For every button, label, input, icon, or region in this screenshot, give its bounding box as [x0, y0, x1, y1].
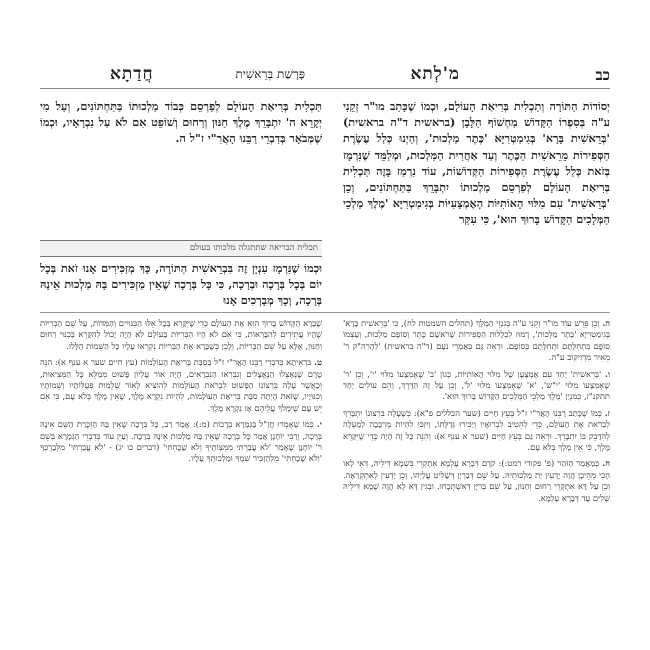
footnote-label: י. — [316, 419, 322, 430]
running-header — [40, 62, 610, 89]
section-subheading — [40, 240, 322, 257]
footnote-text: כְּמוֹ שֶׁכָּתַב רַבֵּנוּ הָאֲרִ"י ז"ל בְּעֵץ חַיִּים (שער הכללים פ"א): כְּשֶׁעָלָה בִּרְצוֹנוֹ יִתְבָּרֵךְ לִבְרֹאת אֶת הָעוֹלָם, כְּדֵי לְהֵטִיב לִבְרוּאָיו וְיַכִּירוּ גְּדֻלָּתוֹ, וְיִזְכּוּ לִהְיוֹת מֶרְכָּבָה לְמַעְלָה לְהִדָּבֵק בּוֹ יִתְבָּרֵךְ. וּרְאֵה גַּם בְּעֵץ חַיִּים (שער א ענף א): וְהִנֵּה כָּל זֶה הָיָה כְּדֵי שֶׁיִּקָּרֵא מֶלֶךְ, כִּי אֵין מֶלֶךְ בְּלֹא עָם. — [343, 407, 610, 453]
footnotes-right-column — [343, 318, 610, 618]
footnote-label: ח. — [602, 458, 610, 469]
footnote-text: וְכֵן פֵּרֵשׁ עוֹד מו"ר זְקֵנִי ע"ה בְּגִנְזֵי הַמֶּלֶךְ (תהלים השמטות לח), כִּי 'בְּרֵאשִׁית בָּרָא' בְּגִימַטְרִיָּא 'כֶּתֶר מַלְכוּת', רָמוּז לִכְלָלוּת הַסְּפִירוֹת שֶׁרֹאשָׁם כֶּתֶר וְסוֹפָם מַלְכוּת, וְעַצְמוֹ סוֹפָם בִּתְחִלָּתָם וּתְחִלָּתָם בְּסוֹפָם. וּרְאֵה גַּם בְּאַמְרֵי נֹעַם (ד"ה בראשית) 'לְהָרה"ק ר' מֵאִיר מִדְּזִיקוֹב ע"ה. — [343, 318, 610, 363]
footnote-label: ט. — [314, 357, 322, 368]
footnote — [40, 419, 322, 465]
page-number: כב — [595, 66, 610, 84]
footnote-text: כִּדְאִיתָא בְּדִבְרֵי רַבֵּנוּ הָאֲרִ"י ז"ל בְּסִבַּת בְּרִיאַת הָעוֹלָמוֹת (עץ חיים שער א ענף א): הִנֵּה טֶרֶם שֶׁנֶּאֶצְלוּ הַנֶּאֱצָלִים וְנִבְרְאוּ הַנִּבְרָאִים, הָיָה אוֹר עֶלְיוֹן פָּשׁוּט מְמַלֵּא כָּל הַמְּצִיאוּת, וְכַאֲשֶׁר עָלָה בִּרְצוֹנוֹ הַפָּשׁוּט לִבְרֹאת הָעוֹלָמוֹת לְהוֹצִיא לָאוֹר שְׁלֵמוּת פְּעֻלּוֹתָיו וְשֵׁמוֹתָיו וְכִנּוּיָיו, שֶׁזֹּאת הָיְתָה סִבַּת בְּרִיאַת הָעוֹלָמוֹת, לִהְיוֹת נִקְרָא מֶלֶךְ, שֶׁאֵין מֶלֶךְ בְּלֹא עָם, כִּי אִם יֵשׁ עָם שֶׁיִּמְלֹךְ עֲלֵיהֶם אָז נִקְרָא מֶלֶךְ. — [40, 357, 322, 413]
footnote — [343, 458, 610, 504]
footnote-text: כְּמוֹ שֶׁאָמְרוּ חֲזַ"ל בַּגְּמָרָא בְּרָכוֹת (מ:): אָמַר רַב, כָּל בְּרָכָה שֶׁאֵין בָּהּ הַזְכָּרַת הַשֵּׁם אֵינָהּ בְּרָכָה, וְרַבִּי יוֹחָנָן אָמַר כָּל בְּרָכָה שֶׁאֵין בָּהּ מַלְכוּת אֵינָהּ בְּרָכָה. וְעַיֵּן עוֹד בְּדִבְרֵי הַגְּמָרָא בְּשֵׁם ר' יוֹחָנָן שֶׁאָמַר 'לֹא עֲבַרְתִּי מִמִּצְוֹתֶיךָ וְלֹא שָׁכָחְתִּי' (דברים כו יג) - 'לֹא עֲבַרְתִּי' מִלְּבָרֶכְךָ 'וְלֹא שָׁכָחְתִּי' מִלְּהַזְכִּיר שִׁמְךָ וּמַלְכוּתְךָ עָלָיו. — [40, 419, 322, 464]
footnote-label: ז. — [604, 407, 610, 418]
footnote — [40, 318, 322, 352]
footnote — [40, 357, 322, 414]
footnote-text: כְּמַאֲמַר הַזֹּהַר (פ' פקודי רמט:): קֹדֶם דִּבְרָא עָלְמָא אִתְקְרֵי בִּשְׁמָא דִּילֵיהּ, דְּאִי לָאו הָכִי מֵהֵיכָן הֲוָה יָדְעִין יַת מַלְכוּתֵיהּ. עַל שֵׁם דְּבַרְיָן דְּשָׁלִיט עֲלַיְהוּ, וְכֵן יָדְעִין לְאִתְקְרָאָה. וְכֵן עַל דָּא אִתְקְרֵי רַחוּם וְחַנּוּן, עַל שֵׁם בְּרִיָּן דְּאִשְׁתְּכָחוּ. וּבְגִין דָּא לָא הֲוָה שְׁמָא דִּילֵיהּ שְׁלִים עַד דְּבָרָא עָלְמָא. — [343, 458, 610, 503]
footnote — [343, 369, 610, 403]
header-title-right: מ'לְתא — [410, 64, 460, 84]
main-text-left-column-bottom: וּכְמוֹ שֶׁנִּרְמָז עִנְיָן זֶה בִּבְרֵאשִׁית הַתּוֹרָה, כָּךְ מְזַכִּירִים אָנוּ זֹאת בְּכָל יוֹם בְּכָל בְּרָכָה וּבְרָכָה, כִּי כָּל בְּרָכָה שֶׁאֵין מַזְכִּירִים בָּהּ מַלְכוּת אֵינָהּ בְּרָכָה, וְכָךְ מְבָרְכִים אָנוּ — [40, 261, 322, 308]
main-text-right-column: יְסוֹדוֹת הַתּוֹרָה וְתַכְלִית בְּרִיאַת הָעוֹלָם, וּכְמוֹ שֶׁכָּתַב מו"ר זְקֵנִי ע"ה בְּסִפְרוֹ הַקָּדוֹשׁ מַחְשׁוֹף הַלָּבָן (בראשית ד"ה בראשית) 'בְּרֵאשִׁית בָּרָא' בְּגִימַטְרִיָּא 'כֶּתֶר מַלְכוּת', וְהַיְנוּ כְּלַל עֶשֶׂרֶת הַסְּפִירוֹת מֵרֵאשִׁית הַכֶּתֶר וְעַד אַחֲרִית הַמַּלְכוּת, וּמְלַמֵּד שֶׁנִּרְמָז בְּזֹאת כְּלַל עֶשֶׂרֶת הַסְּפִירוֹת הַקְּדוֹשׁוֹת, עוֹד נִרְמַז בָּזֶה תַּכְלִית בְּרִיאַת הָעוֹלָם לְפַרְסֵם מַלְכוּתוֹ יִתְבָּרֵךְ בַּתַּחְתּוֹנִים, וְכֵן 'בְּרֵאשִׁית' עִם מִלּוּי הָאוֹתִיּוֹת הָאֶמְצָעִיּוֹת בְּגִימַטְרִיָּא 'מֶלֶךְ מַלְכֵי הַמְּלָכִים הַקָּדוֹשׁ בָּרוּךְ הוּא', כִּי עִקַּר — [343, 99, 610, 227]
main-text-left-column-top: תַּכְלִית בְּרִיאַת הָעוֹלָם לְפַרְסֵם כְּבוֹד מַלְכוּתוֹ בַּתַּחְתּוֹנִים, וְעַל מִי יְקָרֵא ה' יִתְבָּרֵךְ מֶלֶךְ חַנּוּן וְרַחוּם וְשׁוֹפֵט אִם לֹא עַל נִבְרָאָיו, וּכְמוֹ שֶׁמְּבֹאָר בְּדִבְרֵי רַבֵּנוּ הָאֲרִ"י ז"ל ה. — [40, 99, 322, 146]
footnote-text: 'בְּרֵאשִׁית' יַחַד עִם אֶמְצָעָן שֶׁל מִלּוּי הָאוֹתִיּוֹת, כְּגוֹן 'ב' שֶׁאֶמְצָעוֹ מִלּוּי 'י', וְכֵן 'ר' שֶׁאֶמְצָעוֹ מִלּוּי 'י"ש', 'א' שֶׁאֶמְצָעוֹ מִלּוּי 'ל', וְכֵן עַל זֶה הַדֶּרֶךְ, וְהֵם עוֹלִים יַחַד תתקנ"ז, כְּמִנְיַן 'מֶלֶךְ מַלְכֵי הַמְּלָכִים הַקָּדוֹשׁ בָּרוּךְ הוּא'. — [343, 368, 610, 402]
header-title-left: חֲדַתָא — [110, 64, 154, 84]
header-parsha: פָּרָשַׁת בְּרֵאשִׁית — [235, 67, 305, 81]
section-subheading-text: תכלית הבריאה שתתגלה מלכותו בעולם — [189, 243, 318, 253]
footnote-divider — [40, 312, 610, 313]
footnote-text: שֶׁבָּרָא הַקָּדוֹשׁ בָּרוּךְ הוּא אֶת הָעוֹלָם כְּדֵי שֶׁיִּקָּרֵא בְּכָל אֵלּוּ הַכִּנּוּיִים וְהַמִּדּוֹת, עַל שֵׁם הַבְּרִיּוֹת שֶׁהָיוּ עֲתִידִים לְהִבָּרְאוֹת, כִּי אִם לֹא הָיוּ הַבְּרִיּוֹת בָּעוֹלָם לֹא הָיָה יָכוֹל לְהִקָּרֵא בְּכִנּוּי רַחוּם וְחַנּוּן, אֶלָּא עַל שֵׁם הַבְּרִיּוֹת, וְלָכֵן כְּשֶׁבָּרָא אֶת הַבְּרִיּוֹת נִקְרְאוּ עָלָיו כָּל הַשֵּׁמוֹת הַלָּלוּ. — [40, 318, 322, 351]
footnotes-left-column — [40, 318, 322, 618]
footnote-label: ה. — [602, 318, 610, 328]
footnote-label: ו. — [604, 368, 610, 379]
footnote — [343, 408, 610, 454]
footnote — [343, 318, 610, 364]
